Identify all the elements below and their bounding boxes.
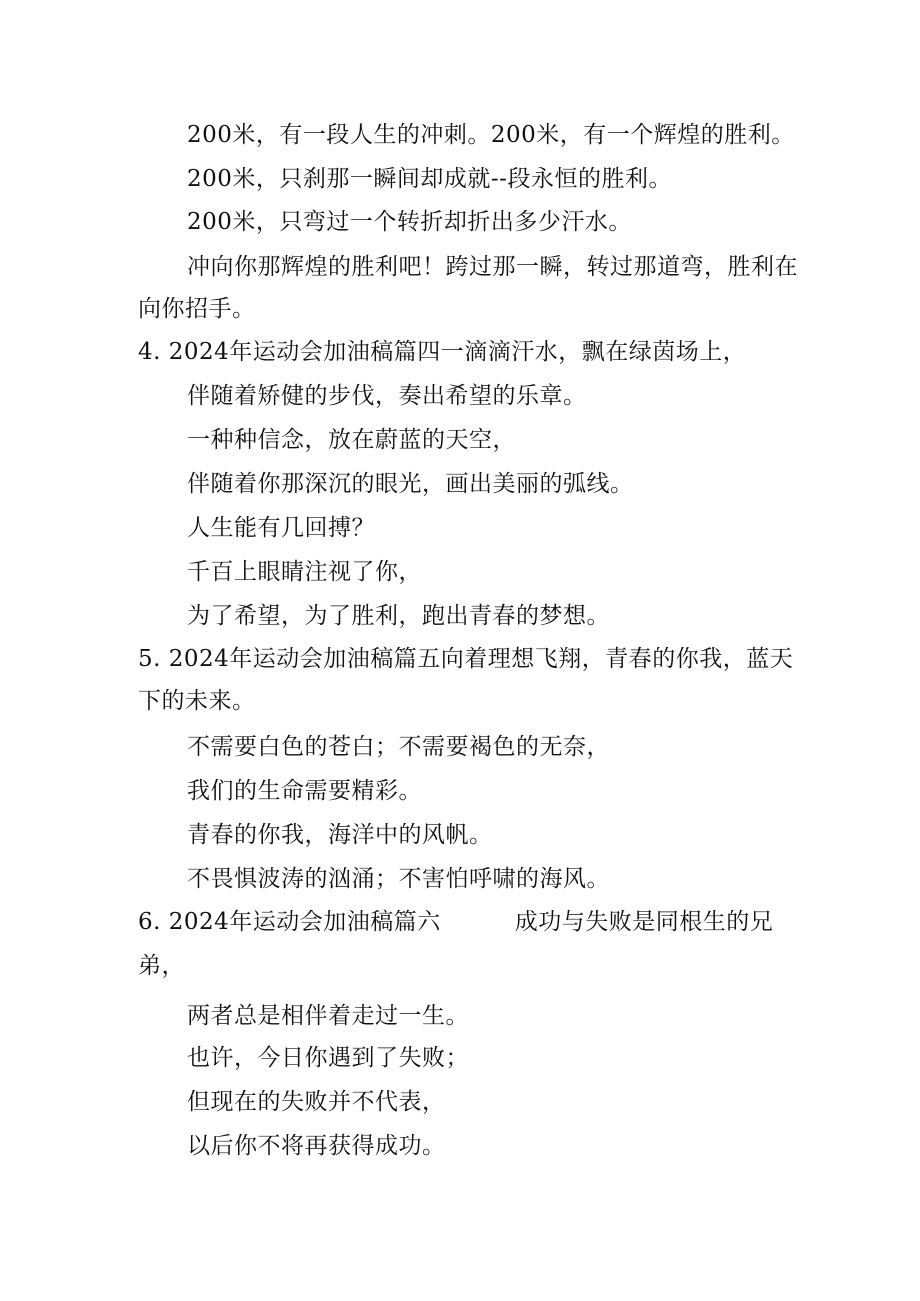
paragraph-line: 不畏惧波涛的汹涌；不害怕呼啸的海风。 [187,866,610,892]
paragraph-line: 以后你不将再获得成功。 [187,1133,446,1159]
paragraph-line: 伴随着你那深沉的眼光，画出美丽的弧线。 [187,471,634,497]
section-heading-6-title: 6. 2024年运动会加油稿篇六 [138,909,441,935]
paragraph-line: 千百上眼睛注视了你， [187,559,422,585]
paragraph-line: 下的未来。 [138,688,256,714]
paragraph-line: 一种种信念，放在蔚蓝的天空， [187,427,516,453]
section-heading-5: 5. 2024年运动会加油稿篇五向着理想飞翔，青春的你我，蓝天 [138,646,794,672]
paragraph-line: 但现在的失败并不代表， [187,1089,446,1115]
paragraph-line: 弟， [138,953,185,979]
paragraph-line: 伴随着矫健的步伐，奏出希望的乐章。 [187,383,587,409]
paragraph-line: 200米，有一段人生的冲刺。200米，有一个辉煌的胜利。 [187,122,795,148]
paragraph-line: 人生能有几回搏？ [187,515,375,541]
paragraph-line: 青春的你我，海洋中的风帆。 [187,822,493,848]
paragraph-line: 也许，今日你遇到了失败； [187,1045,469,1071]
paragraph-line: 向你招手。 [138,296,256,322]
paragraph-line: 200米，只弯过一个转折却折出多少汗水。 [187,209,632,235]
section-heading-6 [138,907,773,937]
section-heading-4: 4. 2024年运动会加油稿篇四一滴滴汗水，飘在绿茵场上， [138,339,747,365]
paragraph-line: 不需要白色的苍白；不需要褐色的无奈， [187,734,610,760]
paragraph-line: 为了希望，为了胜利，跑出青春的梦想。 [187,603,610,629]
paragraph-line: 两者总是相伴着走过一生。 [187,1003,469,1029]
paragraph-line: 200米，只刹那一瞬间却成就--段永恒的胜利。 [187,166,672,192]
paragraph-line: 冲向你那辉煌的胜利吧！跨过那一瞬，转过那道弯，胜利在 [187,254,798,280]
section-heading-6-text: 成功与失败是同根生的兄 [514,909,774,935]
paragraph-line: 我们的生命需要精彩。 [187,778,422,804]
